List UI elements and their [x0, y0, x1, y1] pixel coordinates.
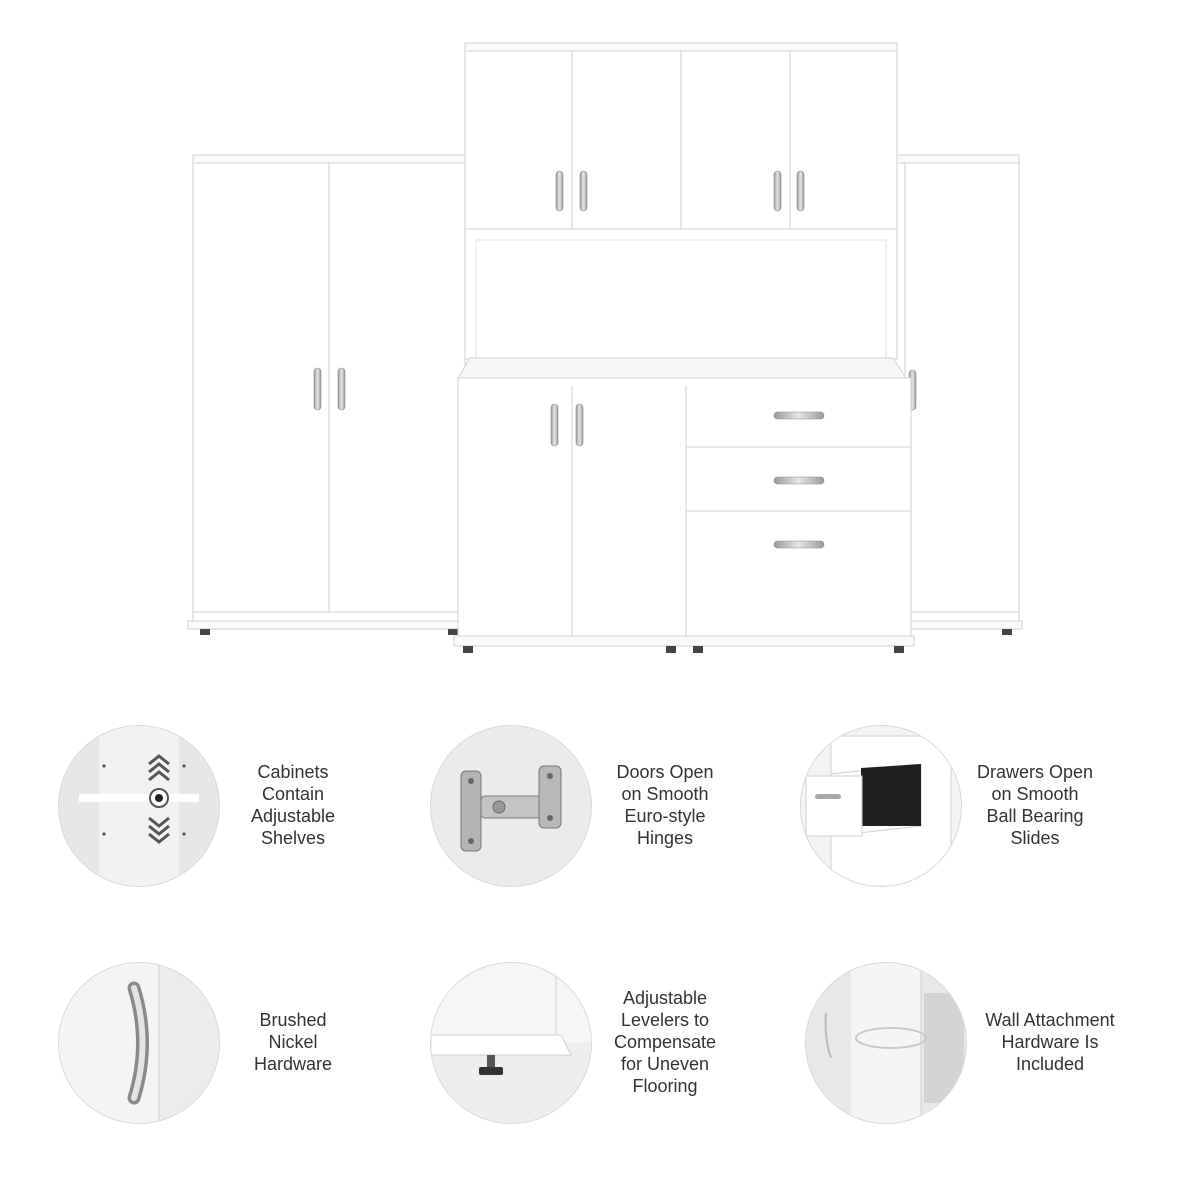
- feature-drawer-slides: [800, 725, 1180, 895]
- feature-caption: Brushed Nickel Hardware: [253, 1010, 333, 1074]
- upper-wall-cabinet: [465, 43, 897, 359]
- feature-caption: Drawers Open on Smooth Ball Bearing Slides: [976, 762, 1094, 848]
- feature-caption: Doors Open on Smooth Euro-style Hinges: [616, 762, 714, 848]
- base-cabinet: [454, 358, 914, 653]
- feature-adjustable-levelers: [430, 962, 810, 1132]
- nickel-handle-icon: [58, 962, 220, 1124]
- adjustable-shelf-icon: [58, 725, 220, 887]
- feature-caption: Adjustable Levelers to Compensate for Uneven Flooring: [613, 988, 717, 1096]
- leveler-foot-icon: [430, 962, 592, 1124]
- wall-bracket-icon: [805, 962, 967, 1124]
- feature-wall-hardware: [805, 962, 1185, 1132]
- feature-nickel-hardware: [58, 962, 438, 1132]
- drawer-slide-icon: [800, 725, 962, 887]
- feature-caption: Wall Attachment Hardware Is Included: [985, 1010, 1115, 1074]
- euro-hinge-icon: [430, 725, 592, 887]
- left-tall-cabinet: [188, 155, 468, 635]
- right-tall-cabinet: [893, 155, 1022, 635]
- feature-euro-hinges: [430, 725, 810, 895]
- feature-adjustable-shelves: [58, 725, 438, 895]
- feature-caption: Cabinets Contain Adjustable Shelves: [250, 762, 336, 848]
